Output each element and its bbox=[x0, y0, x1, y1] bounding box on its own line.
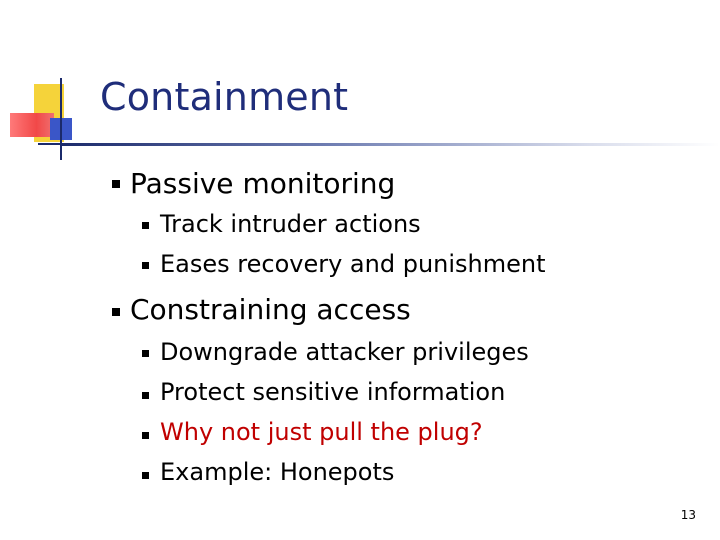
bullet-constraining-access: Constraining access bbox=[130, 293, 411, 326]
sub-bullet-pull-the-plug: Why not just pull the plug? bbox=[160, 418, 483, 446]
logo-red-bar bbox=[10, 113, 54, 137]
logo-vertical-line bbox=[60, 78, 62, 160]
bullet-passive-monitoring: Passive monitoring bbox=[130, 167, 396, 200]
bullet-square-icon bbox=[112, 180, 120, 188]
bullet-square-icon bbox=[142, 432, 149, 439]
bullet-square-icon bbox=[142, 262, 149, 269]
title-underline bbox=[60, 143, 720, 146]
sub-bullet-downgrade-privileges: Downgrade attacker privileges bbox=[160, 338, 529, 366]
page-number: 13 bbox=[680, 508, 696, 522]
bullet-square-icon bbox=[142, 222, 149, 229]
sub-bullet-eases-recovery: Eases recovery and punishment bbox=[160, 250, 546, 278]
bullet-square-icon bbox=[112, 308, 120, 316]
sub-bullet-track-intruder: Track intruder actions bbox=[160, 210, 421, 238]
bullet-square-icon bbox=[142, 392, 149, 399]
slide-title: Containment bbox=[100, 75, 349, 119]
bullet-square-icon bbox=[142, 472, 149, 479]
bullet-square-icon bbox=[142, 350, 149, 357]
sub-bullet-protect-information: Protect sensitive information bbox=[160, 378, 506, 406]
sub-bullet-example-honeypots: Example: Honepots bbox=[160, 458, 395, 486]
